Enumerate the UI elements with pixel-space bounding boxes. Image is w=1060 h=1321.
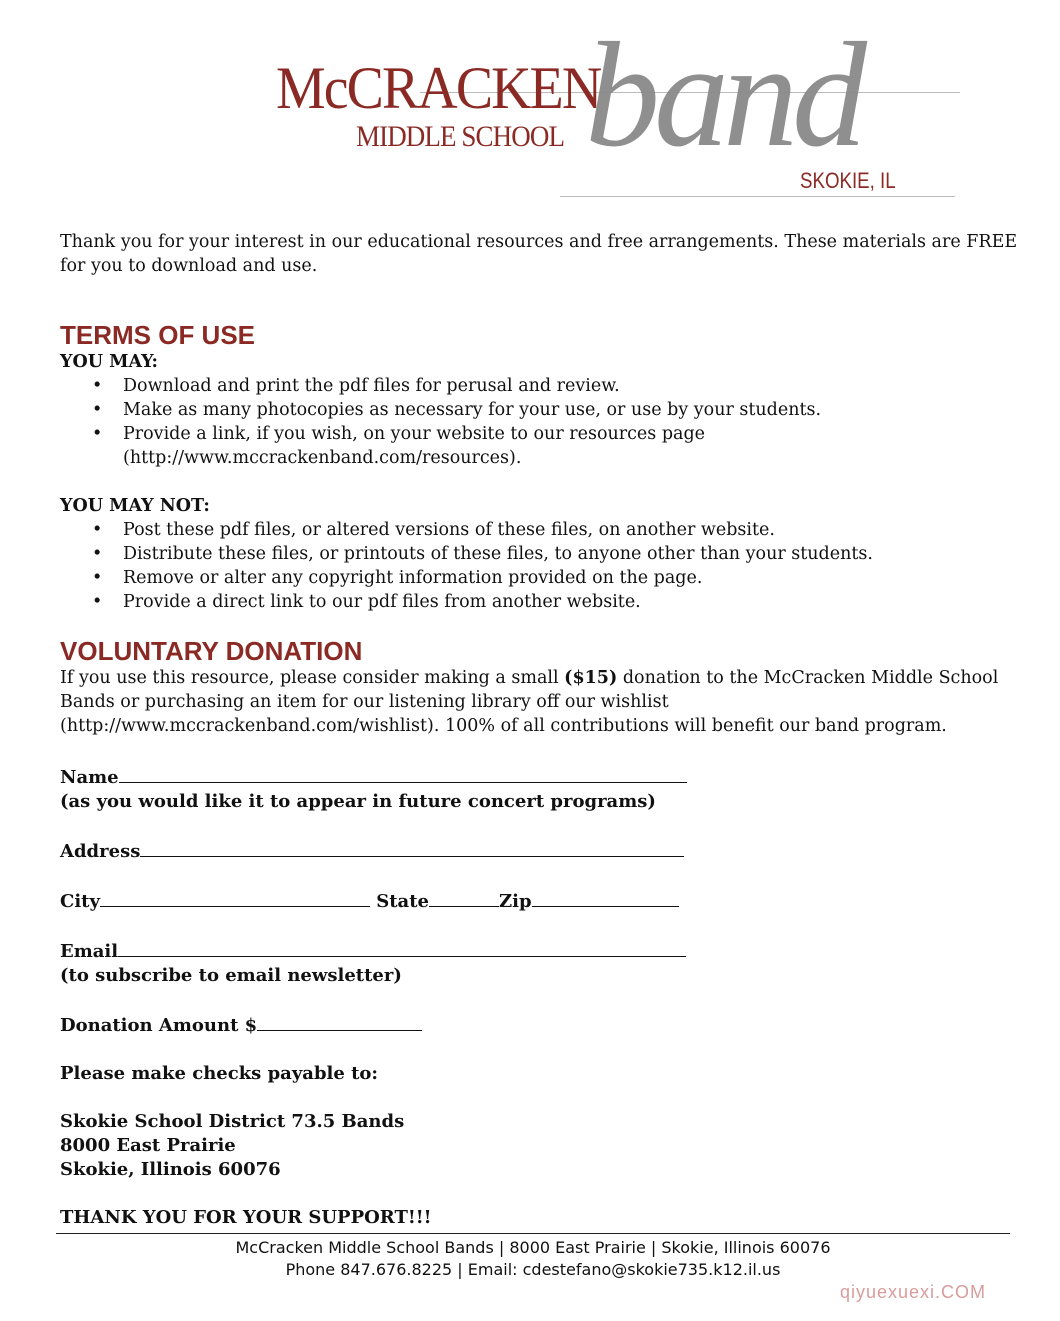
donation-heading: VOLUNTARY DONATION [60, 636, 363, 666]
footer-address: McCracken Middle School Bands | 8000 East Prairie | Skokie, Illinois 60076 [235, 1238, 831, 1257]
donation-suggested-amount: ($15) [564, 668, 618, 688]
payable-label: Please make checks payable to: [60, 1063, 379, 1084]
list-item: • Download and print the pdf files for perusal and review. [92, 376, 620, 396]
list-item: • Make as many photocopies as necessary for your use, or use by your students. [92, 400, 822, 420]
donation-amount-field[interactable]: Donation Amount $ [60, 1012, 1020, 1038]
payee-line-1: Skokie School District 73.5 Bands [60, 1111, 405, 1132]
email-note: (to subscribe to email newsletter) [60, 965, 402, 986]
zip-input-line[interactable] [532, 888, 679, 907]
address-field[interactable]: Address [60, 838, 1020, 864]
footer [56, 1237, 1010, 1281]
city-state-zip-row [60, 888, 1020, 914]
address-input-line[interactable] [140, 838, 684, 857]
intro-paragraph: Thank you for your interest in our educational resources and free arrangements. These materials are FREE for you to download and use. [60, 232, 1018, 276]
list-item: • Provide a direct link to our pdf files from another website. [92, 592, 641, 612]
state-input-line[interactable] [429, 888, 499, 907]
mccracken-band-logo [0, 0, 1060, 210]
city-label: City [60, 891, 100, 912]
name-note: (as you would like it to appear in future concert programs) [60, 791, 656, 812]
email-input-line[interactable] [118, 938, 686, 957]
list-item: • Post these pdf files, or altered versions of these files, on another website. [92, 520, 775, 540]
list-item: • Distribute these files, or printouts of these files, to anyone other than your students. [92, 544, 873, 564]
you-may-not-heading: YOU MAY NOT: [60, 496, 210, 516]
site-watermark: qiyuexuexi.COM [840, 1282, 987, 1302]
logo-school-type: MIDDLE SCHOOL [356, 120, 565, 153]
email-field[interactable]: Email [60, 938, 1020, 964]
state-label: State [376, 891, 429, 912]
logo-location: SKOKIE, IL [800, 168, 896, 193]
payee-line-2: 8000 East Prairie [60, 1135, 236, 1156]
you-may-not-list [60, 518, 1020, 614]
zip-label: Zip [498, 891, 532, 912]
city-input-line[interactable] [100, 888, 370, 907]
you-may-heading: YOU MAY: [60, 352, 158, 372]
you-may-list [60, 374, 1020, 470]
donation-amount-input-line[interactable] [257, 1012, 422, 1031]
terms-heading: TERMS OF USE [60, 320, 256, 350]
logo-band-word: band [585, 12, 861, 178]
thank-you-text: THANK YOU FOR YOUR SUPPORT!!! [60, 1207, 432, 1228]
name-field[interactable]: Name [60, 764, 1020, 790]
logo-rule-bottom [560, 196, 955, 197]
logo-school-name: McCRACKEN [276, 55, 601, 121]
list-item: • Remove or alter any copyright information provided on the page. [92, 568, 703, 588]
list-item: • Provide a link, if you wish, on your website to our resources page (http://www.mccrackenband.com/resources). [92, 424, 706, 468]
footer-divider [56, 1233, 1010, 1234]
document-body [60, 230, 1020, 1230]
donation-paragraph: If you use this resource, please consider making a small ($15) donation to the McCracken Middle School Bands or purchasing an item for our listening library off our wishlist (http://www.mccrackenband.com/wishlist). 100% of all contributions will benefit our band program. [60, 668, 999, 736]
name-input-line[interactable] [119, 764, 687, 783]
footer-contact: Phone 847.676.8225 | Email: cdestefano@skokie735.k12.il.us [285, 1260, 781, 1279]
payee-line-3: Skokie, Illinois 60076 [60, 1159, 281, 1180]
